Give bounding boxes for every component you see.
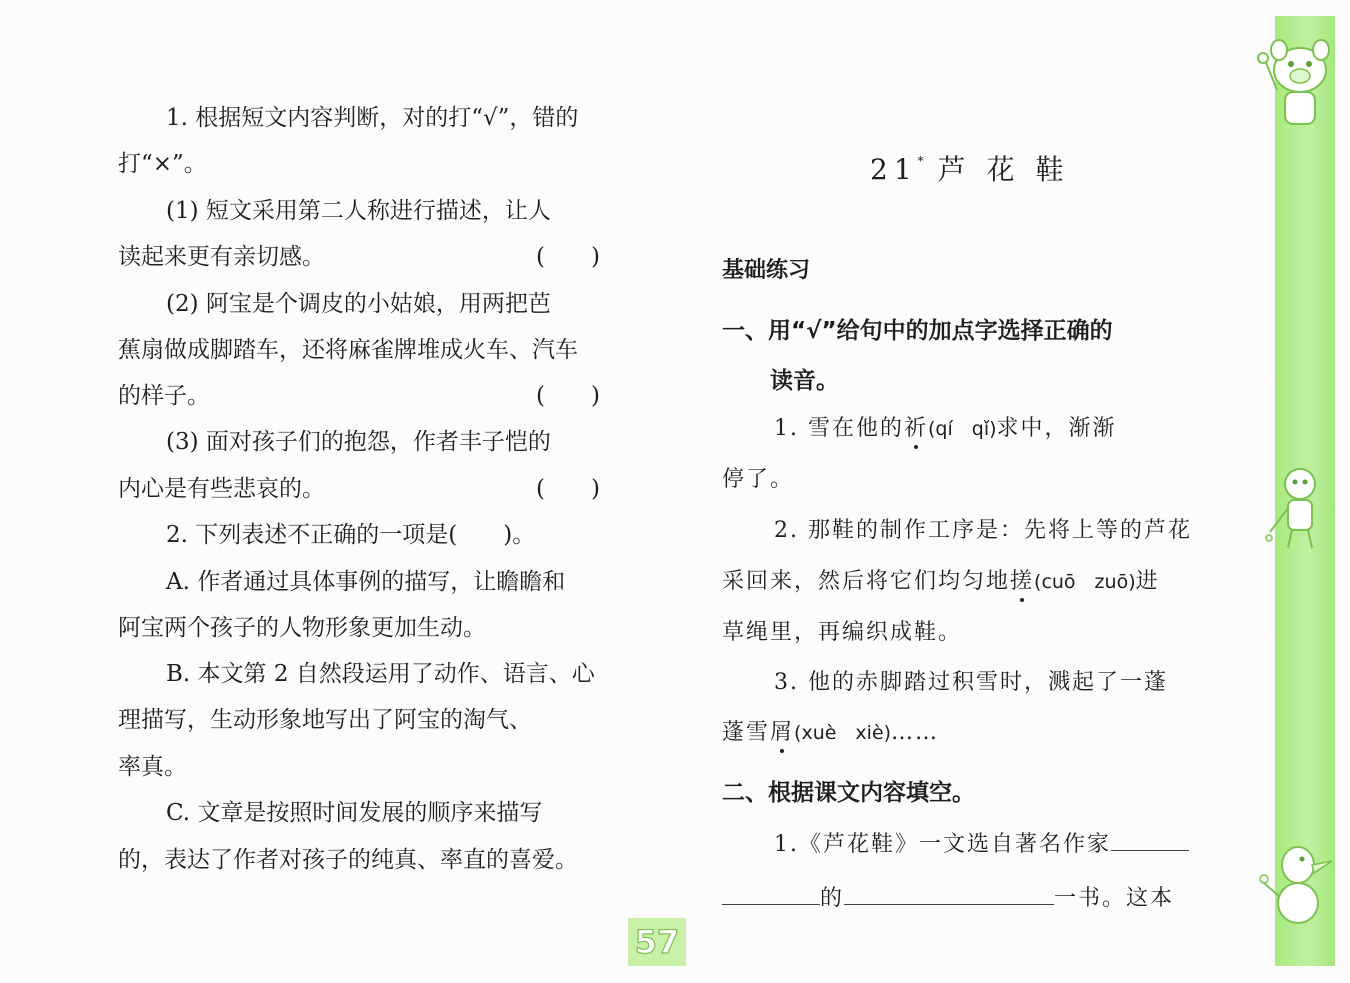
fill-1-line2: 的 一书。这本 <box>722 882 1206 913</box>
part-2-heading: 二、根据课文内容填空。 <box>722 780 975 806</box>
statement-2-line2: 蕉扇做成脚踏车，还将麻雀牌堆成火车、汽车 <box>118 337 578 363</box>
option-a-line2: 阿宝两个孩子的人物形象更加生动。 <box>118 615 486 641</box>
section-heading: 基础练习 <box>722 258 811 283</box>
statement-1-line1: (1) 短文采用第二人称进行描述，让人 <box>166 198 551 224</box>
item-2-line3: 草绳里，再编织成鞋。 <box>722 620 963 645</box>
duck-mascot-icon <box>1258 835 1343 935</box>
dotted-char-2: 搓 <box>1010 569 1035 594</box>
option-c-line2: 的，表达了作者对孩子的纯真、率直的喜爱。 <box>118 847 578 873</box>
part-1-heading-line1: 一、用“√”给句中的加点字选择正确的 <box>722 318 1113 344</box>
lesson-star: * <box>917 154 924 168</box>
statement-3-line1: (3) 面对孩子们的抱怨，作者丰子恺的 <box>166 429 551 455</box>
item-3-line2: 蓬雪屑(xuè xiè)…… <box>722 720 940 745</box>
answer-paren-2[interactable]: ( ) <box>536 383 600 409</box>
option-c-line1: C. 文章是按照时间发展的顺序来描写 <box>166 800 543 826</box>
item-1-line2: 停了。 <box>722 467 795 492</box>
option-b-line1: B. 本文第 2 自然段运用了动作、语言、心 <box>166 661 595 687</box>
fill-1-line1: 1.《芦花鞋》一文选自著名作家 <box>722 828 1206 859</box>
option-a-line1: A. 作者通过具体事例的描写，让瞻瞻和 <box>166 569 566 595</box>
q2-stem: 2. 下列表述不正确的一项是( )。 <box>166 522 536 548</box>
pinyin-choice-2[interactable]: (cuō zuō) <box>1034 571 1136 593</box>
pinyin-choice-1[interactable]: (qí qǐ) <box>928 418 997 440</box>
blank-book[interactable] <box>844 882 1054 905</box>
item-1-line1: 1. 雪在他的祈(qí qǐ)求中，渐渐 <box>774 416 1117 441</box>
page-number: 57 <box>628 918 686 966</box>
lesson-title <box>870 148 1069 188</box>
lesson-title-text: 芦 花 鞋 <box>937 153 1070 186</box>
option-b-line2: 理描写，生动形象地写出了阿宝的淘气、 <box>118 707 532 733</box>
lesson-number: 21 <box>870 153 918 186</box>
item-2-line1: 2. 那鞋的制作工序是：先将上等的芦花 <box>774 518 1192 543</box>
pig-mascot-icon <box>1255 30 1345 140</box>
statement-1-line2: 读起来更有亲切感。 ( ) <box>118 244 600 270</box>
answer-paren-1[interactable]: ( ) <box>536 244 600 270</box>
option-b-line3: 率真。 <box>118 754 187 780</box>
part-1-heading-line2: 读音。 <box>770 368 839 394</box>
q1-stem-line1: 1. 根据短文内容判断，对的打“√”，错的 <box>166 105 579 131</box>
answer-paren-3[interactable]: ( ) <box>536 476 600 502</box>
dotted-char-3: 屑 <box>770 720 795 745</box>
statement-3-line2: 内心是有些悲哀的。 ( ) <box>118 476 600 502</box>
pinyin-choice-3[interactable]: (xuè xiè) <box>794 722 892 744</box>
statement-2-line1: (2) 阿宝是个调皮的小姑娘，用两把芭 <box>166 291 551 317</box>
statement-2-line3: 的样子。 ( ) <box>118 383 600 409</box>
blank-author[interactable] <box>1111 828 1189 851</box>
q1-stem-line2: 打“×”。 <box>118 151 207 177</box>
dotted-char-1: 祈 <box>903 416 928 441</box>
item-2-line2: 采回来，然后将它们均匀地搓(cuō zuō)进 <box>722 569 1160 594</box>
cartoon-figure-icon <box>1262 462 1337 557</box>
item-3-line1: 3. 他的赤脚踏过积雪时，溅起了一蓬 <box>774 670 1168 695</box>
blank-author-cont[interactable] <box>722 882 820 905</box>
